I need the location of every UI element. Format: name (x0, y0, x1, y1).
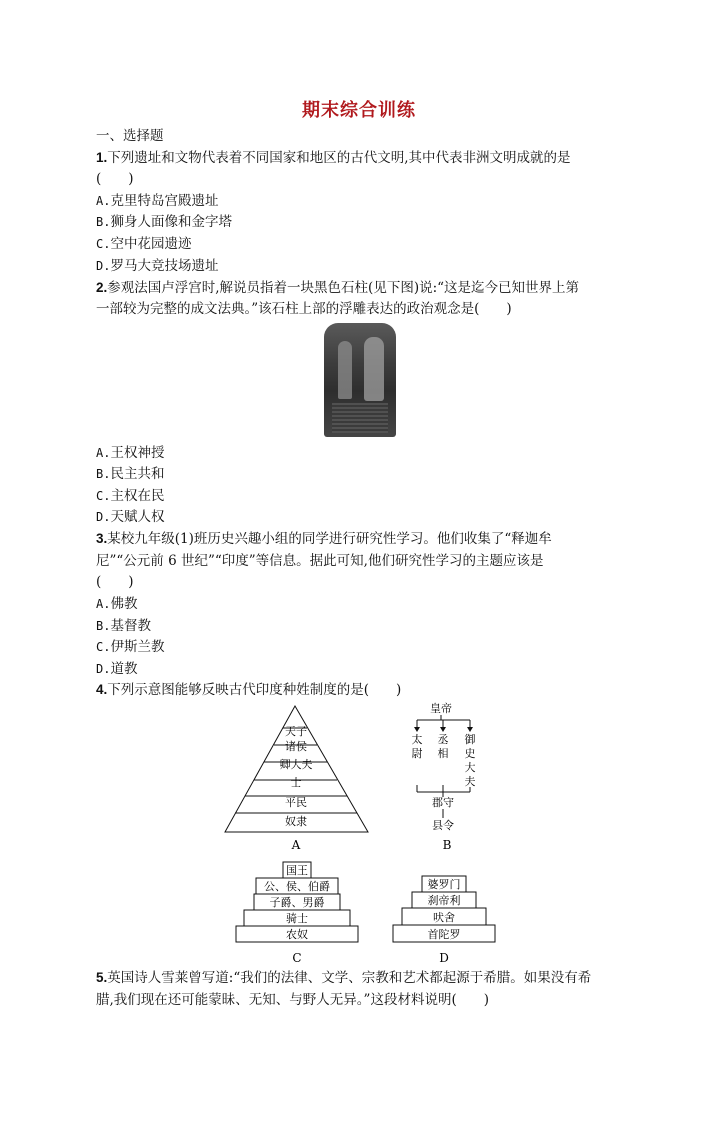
option-text: 王权神授 (110, 445, 165, 461)
tier-label: 诸侯 (285, 740, 307, 753)
option-text: 天赋人权 (110, 509, 165, 525)
question-text: 下列遗址和文物代表着不同国家和地区的古代文明,其中代表非洲文明成就的是 (107, 150, 571, 166)
vertical-char: 大 (464, 761, 476, 774)
option-text: 伊斯兰教 (110, 639, 165, 655)
diagram-c[interactable] (236, 862, 358, 965)
question-5 (96, 969, 591, 987)
diagram-label: B (442, 838, 452, 852)
diagram-label: D (439, 951, 449, 965)
option-text: 基督教 (110, 618, 151, 634)
question-text-cont: 尼”“公元前 6 世纪”“印度”等信息。据此可知,他们研究性学习的主题应该是 (96, 553, 544, 569)
answer-paren: ( ) (96, 574, 134, 590)
option-letter: B. (96, 467, 111, 481)
option-text: 罗马大竞技场遗址 (110, 258, 219, 274)
tier-label: 奴隶 (285, 815, 307, 828)
question-number: 1. (96, 150, 108, 165)
tier-label: 骑士 (286, 912, 308, 925)
tier-label: 刹帝利 (427, 894, 461, 907)
option-letter: A. (96, 194, 111, 208)
tier-label: 婆罗门 (427, 878, 461, 891)
tier-label: 子爵、男爵 (269, 896, 325, 909)
option-letter: D. (96, 510, 111, 524)
tier-label: 公、侯、伯爵 (264, 880, 330, 893)
page-title: 期末综合训练 (302, 100, 416, 121)
diagram-label: C (292, 951, 302, 965)
vertical-char: 太 (411, 733, 423, 746)
minister-yushidafu (465, 733, 476, 788)
question-text: 某校九年级(1)班历史兴趣小组的同学进行研究性学习。他们收集了“释迦牟 (107, 531, 552, 547)
option-letter: B. (96, 215, 111, 229)
question-text-cont: 一部较为完整的成文法典。”该石柱上部的浮雕表达的政治观念是( ) (96, 301, 512, 317)
tier-label: 吠舍 (433, 911, 455, 924)
option-letter: C. (96, 237, 111, 251)
tier-label: 平民 (285, 796, 307, 809)
diagram-b[interactable] (412, 701, 476, 852)
option-text: 狮身人面像和金字塔 (110, 214, 232, 230)
question-text: 英国诗人雪莱曾写道:“我们的法律、文学、宗教和艺术都起源于希腊。如果没有希 (107, 970, 592, 986)
arrow-head (414, 727, 420, 732)
question-number: 4. (96, 682, 108, 697)
tier-label: 士 (290, 776, 302, 789)
option-letter: B. (96, 619, 111, 633)
vertical-char: 御 (464, 733, 476, 746)
question-number: 2. (96, 280, 108, 295)
question-text: 下列示意图能够反映古代印度种姓制度的是( ) (107, 682, 402, 698)
minister-chengxiang (438, 733, 449, 760)
section-heading: 一、选择题 (96, 128, 164, 144)
question-number: 3. (96, 531, 108, 546)
tier-label: 卿大夫 (279, 758, 313, 771)
tier-label: 农奴 (286, 928, 308, 941)
emperor-label: 皇帝 (430, 702, 452, 715)
option-text: 克里特岛宫殿遗址 (110, 193, 219, 209)
diagram-d[interactable] (393, 876, 495, 965)
option-text: 道教 (110, 661, 138, 677)
option-text: 佛教 (110, 596, 138, 612)
tier-label: 首陀罗 (427, 928, 461, 941)
option-letter: A. (96, 597, 111, 611)
arrow-head (440, 727, 446, 732)
vertical-char: 丞 (437, 733, 449, 746)
answer-paren: ( ) (96, 171, 134, 187)
vertical-char: 相 (437, 747, 449, 760)
local-label: 郡守 (432, 796, 454, 809)
option-letter: D. (96, 259, 111, 273)
diagram-label: A (291, 838, 301, 852)
option-letter: D. (96, 662, 111, 676)
vertical-char: 史 (464, 747, 476, 760)
diagram-a[interactable] (225, 706, 368, 852)
question-text-cont: 腊,我们现在还可能蒙昧、无知、与野人无异。”这段材料说明( ) (96, 992, 489, 1008)
tier-label: 天子 (285, 725, 307, 738)
tier-label: 国王 (286, 864, 308, 877)
option-letter: C. (96, 489, 111, 503)
vertical-char: 夫 (464, 775, 476, 788)
vertical-char: 尉 (411, 747, 423, 760)
question-number: 5. (96, 970, 108, 985)
arrow-head (467, 727, 473, 732)
question-text: 参观法国卢浮宫时,解说员指着一块黑色石柱(见下图)说:“这是迄今已知世界上第 (107, 280, 580, 296)
option-letter: C. (96, 640, 111, 654)
minister-taiwei (412, 732, 423, 760)
local-label: 县令 (432, 819, 454, 832)
option-text: 空中花园遗迹 (110, 236, 192, 252)
option-text: 主权在民 (110, 488, 165, 504)
option-text: 民主共和 (110, 466, 165, 482)
option-letter: A. (96, 446, 111, 460)
